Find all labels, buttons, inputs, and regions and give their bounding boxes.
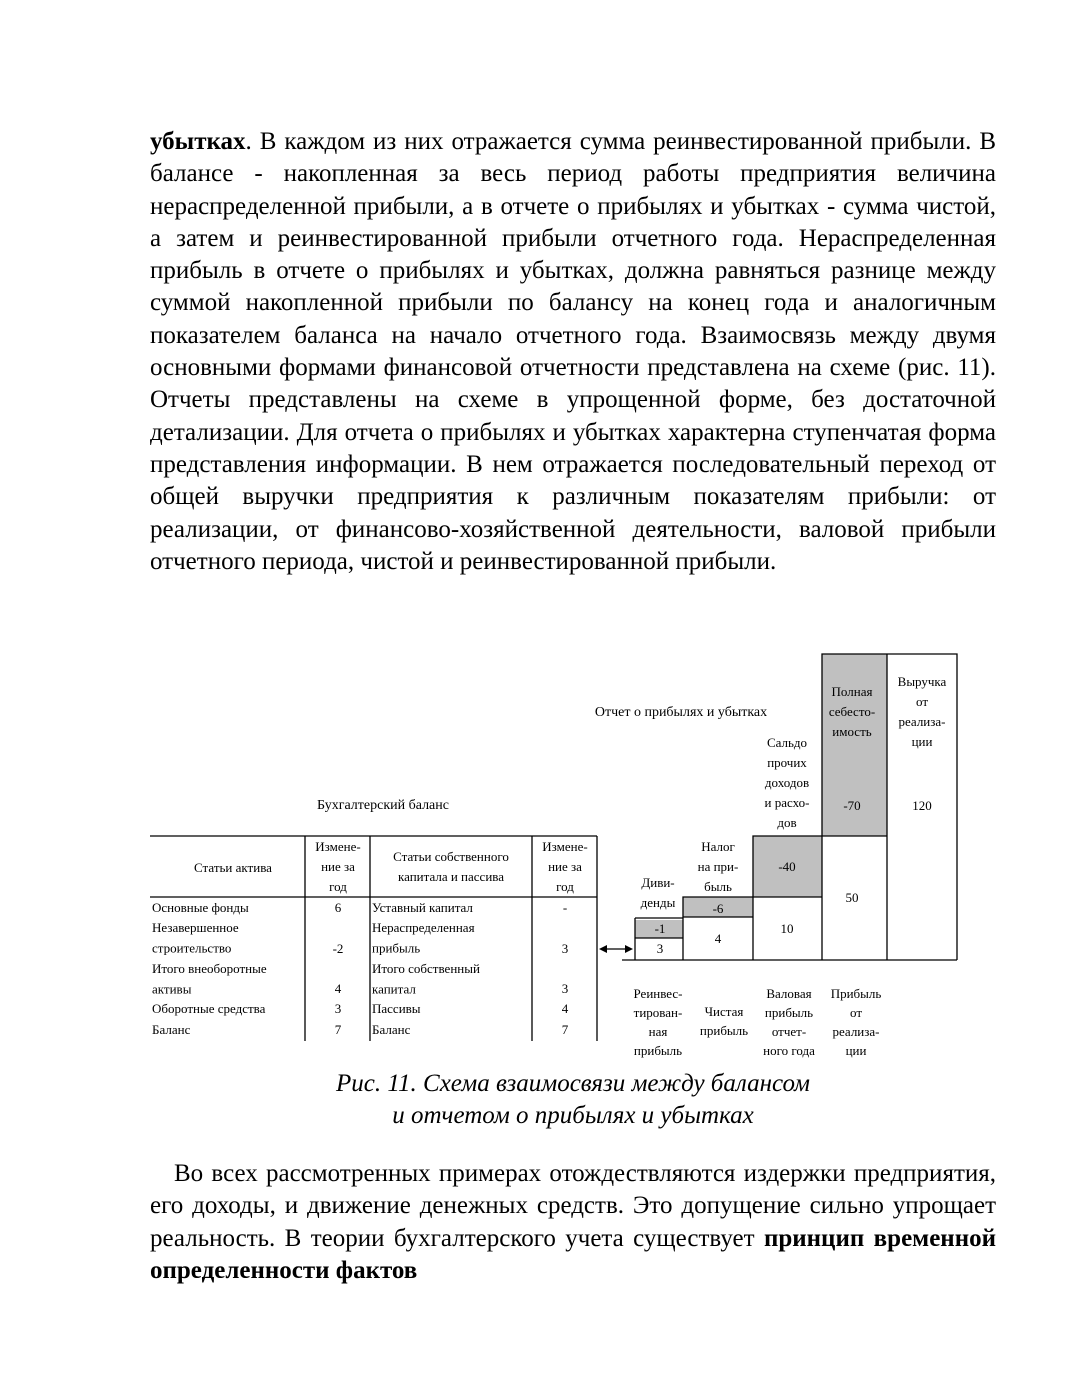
asset-row-change: 7: [334, 1022, 342, 1037]
paragraph-principle: [150, 1158, 996, 1287]
revenue-label: ции: [911, 734, 933, 749]
profit-sales-bottom-label: Прибыль: [830, 986, 882, 1001]
other-balance-value: -40: [778, 859, 796, 874]
asset-row-change: 3: [334, 1001, 342, 1016]
revenue-label: Выручка: [897, 674, 947, 689]
reinvested-bottom-label: прибыль: [633, 1043, 683, 1058]
net-profit-bottom-label: прибыль: [699, 1023, 749, 1038]
other-balance-label: дов: [777, 815, 797, 830]
asset-row-change: 4: [334, 981, 342, 996]
revenue-value: 120: [912, 798, 932, 813]
full-cost-label: имость: [832, 724, 872, 739]
liability-row-label: прибыль: [372, 940, 421, 956]
asset-row-label: активы: [152, 981, 192, 997]
header-assets: Статьи актива: [194, 860, 272, 875]
balance-pl-diagram: [0, 640, 1071, 1070]
bs-title: Бухгалтерский баланс: [317, 798, 449, 813]
liability-row-label: Пассивы: [372, 1001, 421, 1016]
asset-row-label: Оборотные средства: [152, 1001, 266, 1016]
bold-term-principle: принцип временной определенности фактов: [150, 1224, 997, 1284]
asset-row-label: Основные фонды: [152, 900, 249, 915]
paragraph-principle-text: Во всех рассмотренных примерах отождествляются издержки предприятия, его доходы, и движение денежных средств. Это допущение сильно упрощает реальность. В теории бухгалтерского учета существует: [150, 1160, 996, 1252]
header-liabilities: капитала и пассива: [397, 869, 505, 884]
other-balance-label: и расхо-: [764, 795, 810, 810]
header-change-2: ние за: [548, 859, 582, 874]
gross-profit-bottom-label: Валовая: [766, 986, 812, 1001]
other-balance-label: доходов: [764, 775, 810, 790]
tax-label: быль: [704, 879, 732, 894]
header-change-1: Измене-: [315, 839, 361, 854]
liability-row-change: 3: [561, 941, 569, 956]
profit-sales-bottom-label: ции: [845, 1043, 867, 1058]
profit-sales-bottom-label: от: [849, 1005, 863, 1020]
liability-row-change: 4: [561, 1001, 569, 1016]
figure-caption-line1: Рис. 11. Схема взаимосвязи между балансом: [336, 1070, 810, 1097]
gross-profit-bottom-label: прибыль: [764, 1005, 814, 1020]
asset-row-change: -2: [332, 941, 344, 956]
tax-label: Налог: [701, 839, 735, 854]
gross-profit-bottom-label: отчет-: [771, 1024, 807, 1039]
header-change-1: ние за: [321, 859, 355, 874]
gross-profit-bottom-label: ного года: [763, 1043, 815, 1058]
asset-row-change: 6: [334, 900, 342, 915]
dividends-label: Диви-: [641, 875, 675, 890]
liability-row-label: Итого собственный: [372, 961, 480, 976]
liability-row-label: капитал: [372, 981, 416, 997]
net-profit-value: 4: [714, 931, 722, 946]
profit-sales-value: 50: [845, 890, 859, 905]
reinvested-bottom-label: Реинвес-: [633, 986, 683, 1001]
header-change-2: Измене-: [542, 839, 588, 854]
reinvested-bottom-label: тирован-: [633, 1005, 683, 1020]
header-change-2: год: [556, 879, 574, 894]
bold-term-losses: убытках: [150, 128, 246, 155]
paragraph-intro-text: . В каждом из них отражается сумма реинвестированной прибыли. В балансе - накопленная за весь период работы предприятия величина нераспределенной прибыли, а в отчете о прибылях и убытках - сумма чистой, а затем и реинвестированной прибыли отчетного года. Нераспределенная прибыль в отчете о прибылях и убытках, должна равняться разнице между суммой накопленной прибыли по балансу на конец года и аналогичным показателем баланса на начало отчетного года. Взаимосвязь между двумя основными формами финансовой отчетности представлена на схеме (рис. 11). Отчеты представлены на схеме в упрощенной форме, без достаточной детализации. Для отчета о прибылях и убытках характерна ступенчатая форма представления информации. В нем отражается последовательный переход от общей выручки предприятия к различным показателям прибыли: от реализации, от финансово-хозяйственной деятельности, валовой прибыли отчетного периода, чистой и реинвестированной прибыли.: [150, 128, 996, 575]
liability-row-label: Нераспределенная: [372, 920, 475, 935]
asset-row-label: строительство: [152, 940, 232, 956]
revenue-label: реализа-: [898, 714, 946, 729]
figure-caption-line2: и отчетом о прибылях и убытках: [392, 1102, 754, 1129]
liability-row-label: Баланс: [372, 1022, 411, 1037]
net-profit-bottom-label: Чистая: [704, 1004, 744, 1019]
dividends-label: денды: [640, 895, 676, 910]
asset-row-label: Баланс: [152, 1022, 191, 1037]
dividends-value: -1: [654, 921, 666, 936]
asset-row-label: Незавершенное: [152, 920, 239, 935]
full-cost-label: Полная: [831, 684, 873, 699]
asset-row-label: Итого внеоборотные: [152, 961, 267, 976]
tax-label: на при-: [697, 859, 739, 874]
link-arrow: [599, 945, 633, 953]
other-balance-label: прочих: [767, 755, 807, 770]
liability-row-label: Уставный капитал: [372, 900, 473, 915]
profit-sales-bottom-label: реализа-: [832, 1024, 880, 1039]
pl-title: Отчет о прибылях и убытках: [594, 705, 768, 720]
full-cost-value: -70: [843, 798, 861, 813]
revenue-label: от: [915, 694, 929, 709]
liability-row-change: 7: [561, 1022, 569, 1037]
liability-row-change: 3: [561, 981, 569, 996]
gross-profit-value: 10: [780, 921, 794, 936]
full-cost-label: себесто-: [828, 704, 876, 719]
header-change-1: год: [329, 879, 347, 894]
paragraph-intro: [150, 126, 996, 578]
reinvested-bottom-label: ная: [648, 1024, 668, 1039]
tax-value: -6: [712, 901, 724, 916]
other-balance-label: Сальдо: [766, 735, 808, 750]
header-liabilities: Статьи собственного: [393, 849, 509, 864]
liability-row-change: -: [562, 900, 568, 915]
reinvested-value: 3: [656, 941, 664, 956]
